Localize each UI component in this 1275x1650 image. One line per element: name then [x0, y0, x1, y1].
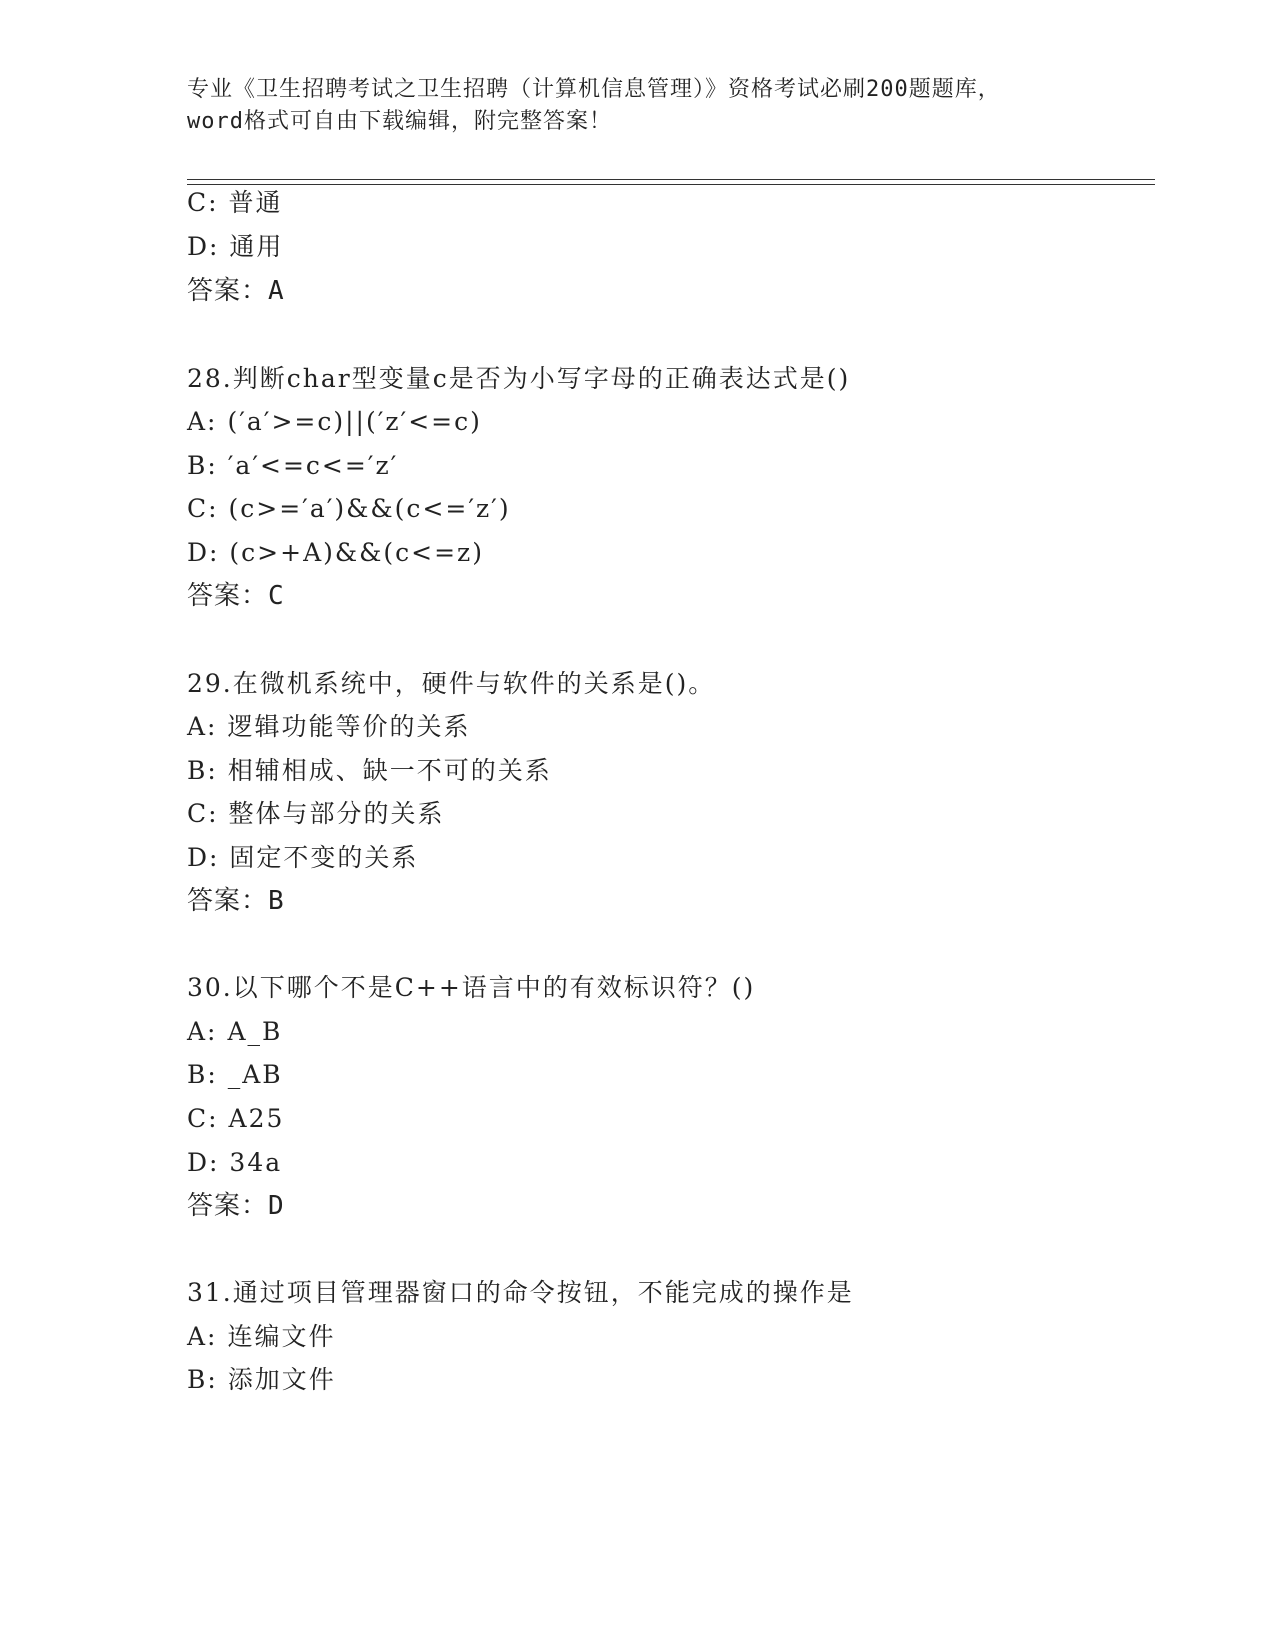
- option-label: B:: [187, 1060, 218, 1089]
- option-text: _AB: [227, 1060, 283, 1089]
- question-29-answer: 答案：B: [187, 886, 285, 916]
- option-text: 固定不变的关系: [229, 843, 419, 872]
- option-label: A:: [187, 1017, 218, 1046]
- option-text: 添加文件: [227, 1365, 336, 1394]
- option-label: A:: [187, 712, 218, 741]
- option-label: A:: [187, 1322, 218, 1351]
- option-label: C:: [187, 494, 219, 523]
- question-28-stem: 28.判断char型变量c是否为小写字母的正确表达式是(): [187, 364, 851, 393]
- option-label: B:: [187, 756, 218, 785]
- answer-prev: 答案：A: [187, 276, 285, 306]
- option-text: A_B: [227, 1017, 283, 1046]
- option-text: 连编文件: [227, 1322, 336, 1351]
- question-29-option-a: [187, 712, 470, 742]
- question-28-option-b: [187, 451, 398, 481]
- option-label: D:: [187, 1148, 220, 1177]
- option-label: B:: [187, 451, 218, 480]
- question-30-answer: 答案：D: [187, 1191, 285, 1221]
- option-label: D:: [187, 538, 220, 567]
- question-29-option-b: [187, 756, 552, 786]
- option-text: 普通: [228, 188, 283, 217]
- question-30-option-b: [187, 1060, 283, 1090]
- question-29-option-c: [187, 799, 445, 829]
- header-divider-bottom: [187, 184, 1155, 185]
- question-30-option-a: [187, 1017, 282, 1047]
- question-28-option-c: [187, 494, 511, 524]
- option-text: 通用: [229, 232, 284, 261]
- option-text: 相辅相成、缺一不可的关系: [227, 756, 552, 785]
- question-31-stem: 31.通过项目管理器窗口的命令按钮，不能完成的操作是: [187, 1278, 854, 1307]
- option-label: A:: [187, 407, 218, 436]
- option-text: (c>+A)&&(c<=z): [229, 538, 484, 567]
- option-text: (′a′>=c)||(′z′<=c): [227, 407, 482, 436]
- option-text: 逻辑功能等价的关系: [227, 712, 471, 741]
- question-30-option-d: [187, 1148, 282, 1178]
- option-label: B:: [187, 1365, 218, 1394]
- option-label: D:: [187, 232, 220, 261]
- option-label: D:: [187, 843, 220, 872]
- header-title-line-1: 专业《卫生招聘考试之卫生招聘（计算机信息管理）》资格考试必刷200题题库，: [187, 77, 1001, 102]
- question-29-stem: 29.在微机系统中，硬件与软件的关系是()。: [187, 669, 716, 698]
- question-29-option-d: [187, 843, 418, 873]
- option-text: ′a′<=c<=′z′: [227, 451, 399, 480]
- option-text: A25: [228, 1104, 285, 1133]
- question-31-option-a: [187, 1322, 335, 1352]
- question-31-option-b: [187, 1365, 336, 1395]
- option-text: 整体与部分的关系: [228, 799, 445, 828]
- option-d-prev: [187, 232, 283, 262]
- question-30-option-c: [187, 1104, 284, 1134]
- option-text: 34a: [229, 1148, 283, 1177]
- question-28-answer: 答案：C: [187, 581, 285, 611]
- option-text: (c>=′a′)&&(c<=′z′): [228, 494, 511, 523]
- question-28-option-a: [187, 407, 482, 437]
- header-divider-top: [187, 179, 1155, 180]
- document-header: [187, 74, 1087, 138]
- option-label: C:: [187, 188, 219, 217]
- question-30-stem: 30.以下哪个不是C++语言中的有效标识符？(): [187, 973, 756, 1002]
- option-label: C:: [187, 799, 219, 828]
- header-title-line-2: word格式可自由下载编辑，附完整答案！: [187, 109, 612, 134]
- question-28-option-d: [187, 538, 484, 568]
- option-label: C:: [187, 1104, 219, 1133]
- option-c-prev: [187, 188, 283, 218]
